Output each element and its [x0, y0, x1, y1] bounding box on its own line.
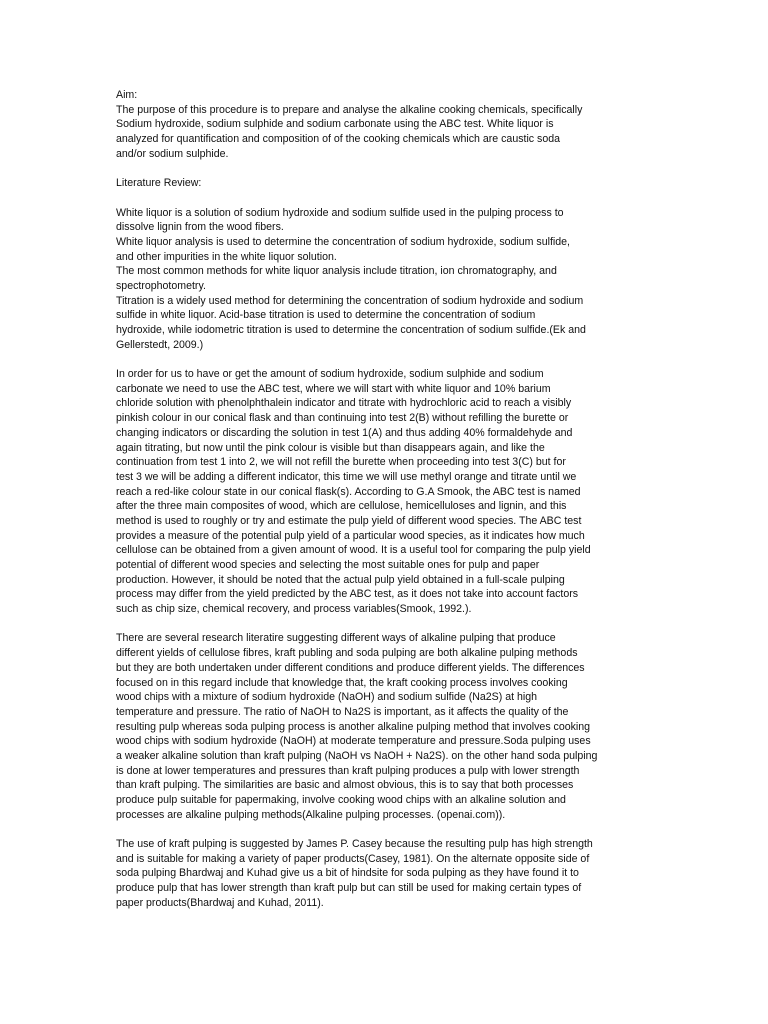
text-line: cellulose can be obtained from a given amount of wood. It is a useful tool for comparing the pulp yield: [116, 544, 591, 557]
text-line: Gellerstedt, 2009.): [116, 338, 204, 351]
paragraph-gap: [116, 191, 656, 206]
text-line: a weaker alkaline solution than kraft pulping (NaOH vs NaOH + Na2S). on the other hand soda pulping: [116, 749, 598, 762]
text-line: hydroxide, while iodometric titration is used to determine the concentration of sodium sulfide.(Ek and: [116, 324, 586, 336]
text-line: changing indicators or discarding the solution in test 1(A) and thus adding 40% formaldehyde and: [116, 426, 573, 439]
text-line: pinkish colour in our conical flask and than continuing into test 2(B) without refilling the burette or: [116, 412, 569, 425]
text-line: chloride solution with phenolphthalein indicator and titrate with hydrochloric acid to reach a visibly: [116, 397, 572, 410]
text-line: The purpose of this procedure is to prepare and analyse the alkaline cooking chemicals, specifically: [116, 103, 583, 116]
aim-heading: Aim:: [116, 89, 138, 101]
text-line: and is suitable for making a variety of paper products(Casey, 1981). On the alternate opposite side of: [116, 852, 590, 865]
text-line: White liquor is a solution of sodium hydroxide and sodium sulfide used in the pulping process to: [116, 206, 564, 219]
text-line: There are several research literatire suggesting different ways of alkaline pulping that produce: [116, 632, 556, 645]
text-line: process may differ from the yield predicted by the ABC test, as it does not take into account factors: [116, 588, 579, 601]
text-line: reach a red-like colour state in our conical flask(s). According to G.A Smook, the ABC test is named: [116, 485, 581, 498]
text-line: than kraft pulping. The similarities are basic and almost obvious, this is to say that both processes: [116, 779, 574, 792]
text-line: White liquor analysis is used to determine the concentration of sodium hydroxide, sodium sulfide,: [116, 235, 571, 248]
text-line: focused on in this regard include that knowledge that, the kraft cooking process involves cooking: [116, 676, 568, 689]
text-line: Titration is a widely used method for determining the concentration of sodium hydroxide and sodium: [116, 294, 584, 307]
text-line: paper products(Bhardwaj and Kuhad, 2011).: [116, 896, 324, 909]
text-line: sulfide in white liquor. Acid-base titration is used to determine the concentration of sodium: [116, 309, 536, 322]
text-line: produce pulp that has lower strength than kraft pulp but can still be used for making certain types of: [116, 882, 582, 895]
text-line: processes are alkaline pulping methods(Alkaline pulping processes. (openai.com)).: [116, 808, 506, 821]
text-line: method is used to roughly or try and estimate the pulp yield of different wood species. The ABC test: [116, 514, 582, 527]
text-line: but they are both undertaken under different conditions and produce different yields. The differences: [116, 661, 585, 674]
text-line: continuation from test 1 into 2, we will not refill the burette when proceeding into test 3(C) but for: [116, 456, 566, 469]
text-line: produce pulp suitable for papermaking, involve cooking wood chips with an alkaline solution and: [116, 794, 566, 806]
aim-paragraph: [116, 103, 656, 162]
literature-paragraph-1: [116, 206, 656, 353]
text-line: test 3 we will be adding a different indicator, this time we will use methyl orange and titrate until we: [116, 470, 577, 483]
text-line: Sodium hydroxide, sodium sulphide and sodium carbonate using the ABC test. White liquor is: [116, 118, 554, 131]
text-line: soda pulping Bhardwaj and Kuhad give us a bit of hindsite for soda pulping as they have found it to: [116, 867, 579, 880]
text-line: different yields of cellulose fibres, kraft publing and soda pulping are both alkaline pulping methods: [116, 647, 578, 660]
text-line: The most common methods for white liquor analysis include titration, ion chromatography, and: [116, 265, 557, 278]
document-page: [116, 88, 656, 911]
text-line: carbonate we need to use the ABC test, where we will start with white liquor and 10% barium: [116, 382, 551, 395]
text-line: and other impurities in the white liquor solution.: [116, 250, 337, 263]
text-line: provides a measure of the potential pulp yield of a particular wood species, as it indicates how much: [116, 529, 585, 542]
text-line: analyzed for quantification and composition of of the cooking chemicals which are caustic soda: [116, 133, 561, 146]
literature-paragraph-4: [116, 837, 656, 910]
literature-paragraph-2: [116, 367, 656, 617]
paragraph-gap: [116, 822, 656, 837]
text-line: spectrophotometry.: [116, 279, 206, 292]
paragraph-gap: [116, 161, 656, 176]
text-line: wood chips with sodium hydroxide (NaOH) at moderate temperature and pressure.Soda pulping uses: [116, 735, 591, 748]
text-line: potential of different wood species and selecting the most suitable ones for pulp and paper: [116, 559, 540, 571]
literature-review-heading: Literature Review:: [116, 177, 202, 190]
text-line: temperature and pressure. The ratio of NaOH to Na2S is important, as it affects the quality of the: [116, 705, 569, 718]
text-line: wood chips with a mixture of sodium hydroxide (NaOH) and sodium sulfide (Na2S) at high: [116, 691, 537, 704]
text-line: and/or sodium sulphide.: [116, 147, 229, 160]
literature-paragraph-3: [116, 631, 656, 822]
text-line: dissolve lignin from the wood fibers.: [116, 221, 284, 234]
paragraph-gap: [116, 617, 656, 632]
text-line: after the three main composites of wood, which are cellulose, hemicelluloses and lignin, and this: [116, 500, 567, 513]
text-line: such as chip size, chemical recovery, and process variables(Smook, 1992.).: [116, 603, 472, 616]
text-line: The use of kraft pulping is suggested by James P. Casey because the resulting pulp has high strength: [116, 838, 593, 851]
text-line: production. However, it should be noted that the actual pulp yield obtained in a full-scale pulping: [116, 573, 565, 586]
text-line: again titrating, but now until the pink colour is visible but than disappears again, and like the: [116, 441, 545, 454]
paragraph-gap: [116, 352, 656, 367]
text-line: is done at lower temperatures and pressures than kraft pulping produces a pulp with lower strength: [116, 764, 580, 777]
text-line: In order for us to have or get the amount of sodium hydroxide, sodium sulphide and sodium: [116, 368, 544, 381]
text-line: resulting pulp whereas soda pulping process is another alkaline pulping method that involves cooking: [116, 720, 591, 733]
